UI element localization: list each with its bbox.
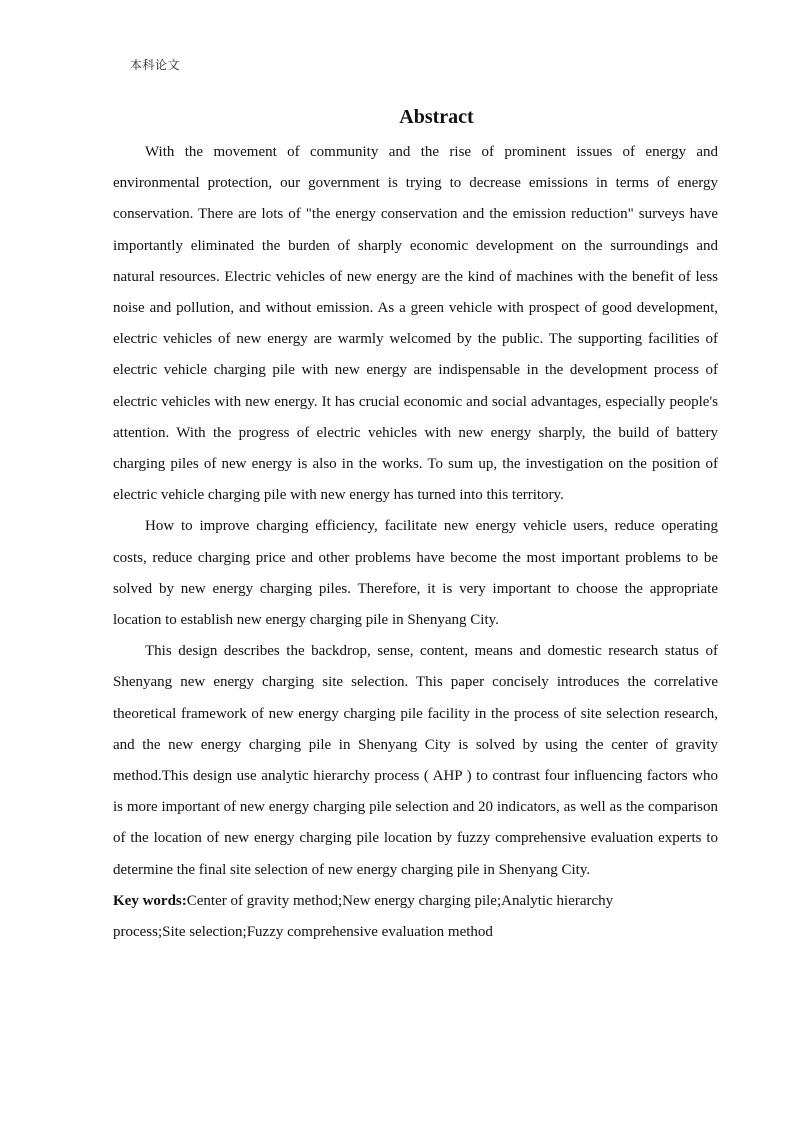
keywords-label: Key words:	[113, 892, 187, 909]
keywords-line-1: Center of gravity method;New energy charging pile;Analytic hierarchy	[186, 892, 614, 909]
page-header-label: 本科论文	[130, 58, 181, 72]
keywords-section	[113, 886, 718, 948]
abstract-paragraph-3: This design describes the backdrop, sense, content, means and domestic research status of Shenyang new energy charging site selection. This paper concisely introduces the correlative theoretical framework of new energy charging pile facility in the process of site selection research, and the new energy charging pile in Shenyang City is solved by using the center of gravity method.This design use analytic hierarchy process ( AHP ) to contrast four influencing factors who is more important of new energy charging pile selection and 20 indicators, as well as the comparison of the location of new energy charging pile location by fuzzy comprehensive evaluation experts to determine the final site selection of new energy charging pile in Shenyang City.	[113, 643, 718, 878]
abstract-paragraph-1: With the movement of community and the rise of prominent issues of energy and environmental protection, our government is trying to decrease emissions in terms of energy conservation. There are lots of "the energy conservation and the emission reduction" surveys have importantly eliminated the burden of sharply economic development on the surroundings and natural resources. Electric vehicles of new energy are the kind of machines with the benefit of less noise and pollution, and without emission. As a green vehicle with prospect of good development, electric vehicles of new energy are warmly welcomed by the public. The supporting facilities of electric vehicle charging pile with new energy are indispensable in the development process of electric vehicles with new energy. It has crucial economic and social advantages, especially people's attention. With the progress of electric vehicles with new energy sharply, the build of battery charging piles of new energy is also in the works. To sum up, the investigation on the position of electric vehicle charging pile with new energy has turned into this territory.	[113, 144, 718, 504]
abstract-title: Abstract	[399, 106, 474, 128]
abstract-paragraph-2: How to improve charging efficiency, facilitate new energy vehicle users, reduce operating costs, reduce charging price and other problems have become the most important problems to be solved by new energy charging piles. Therefore, it is very important to choose the appropriate location to establish new energy charging pile in Shenyang City.	[113, 518, 718, 629]
abstract-body	[113, 137, 718, 948]
keywords-line-2: process;Site selection;Fuzzy comprehensive evaluation method	[113, 924, 493, 941]
